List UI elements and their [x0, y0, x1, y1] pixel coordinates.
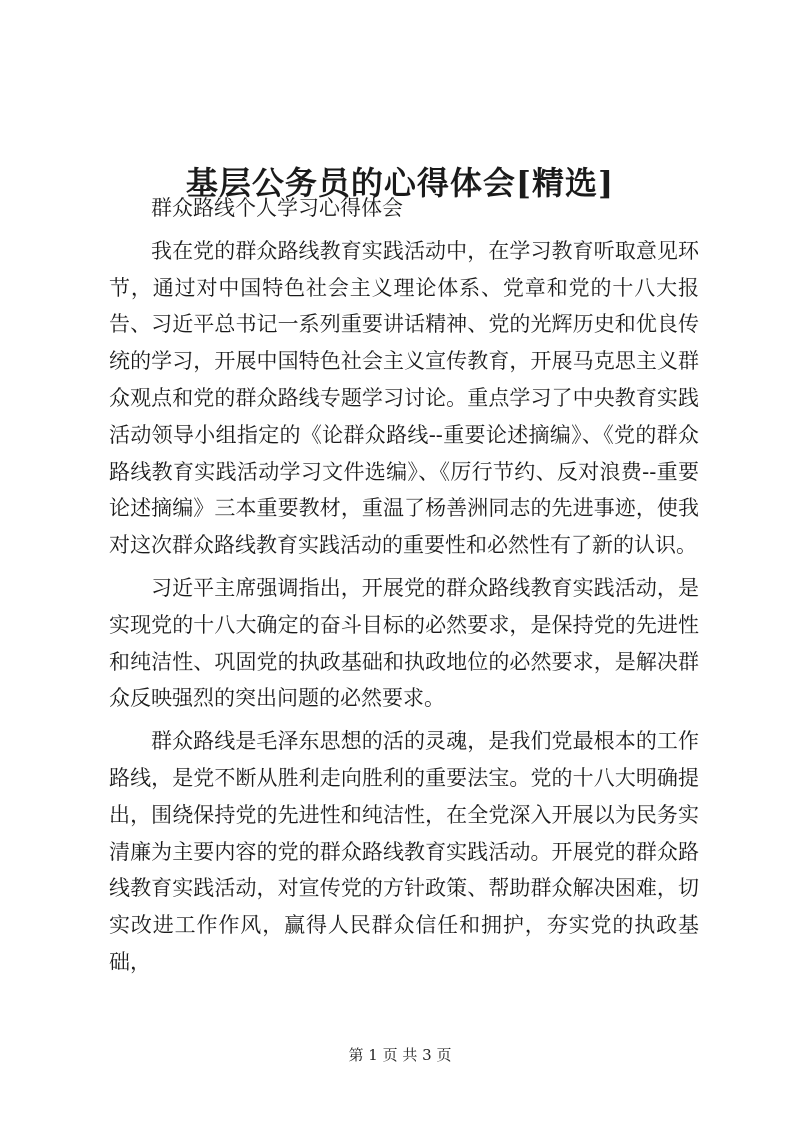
document-title: 基层公务员的心得体会[精选] — [185, 164, 615, 203]
document-body — [109, 190, 699, 981]
paragraph: 习近平主席强调指出，开展党的群众路线教育实践活动，是实现党的十八大确定的奋斗目标的必然要求，是保持党的先进性和纯洁性、巩固党的执政基础和执政地位的必然要求，是解决群众反映强烈的突出问题的必然要求。 — [109, 575, 699, 711]
paragraph: 群众路线是毛泽东思想的活的灵魂，是我们党最根本的工作路线，是党不断从胜利走向胜利的重要法宝。党的十八大明确提出，围绕保持党的先进性和纯洁性，在全党深入开展以为民务实清廉为主要内容的党的群众路线教育实践活动。开展党的群众路线教育实践活动，对宣传党的方针政策、帮助群众解决困难，切实改进工作作风，赢得人民群众信任和拥护，夯实党的执政基础， — [109, 729, 699, 974]
page-number-label: 第 1 页 共 3 页 — [348, 1046, 452, 1064]
page-footer — [0, 1045, 800, 1065]
paragraph: 我在党的群众路线教育实践活动中，在学习教育听取意见环节，通过对中国特色社会主义理论体系、党章和党的十八大报告、习近平总书记一系列重要讲话精神、党的光辉历史和优良传统的学习，开展中国特色社会主义宣传教育，开展马克思主义群众观点和党的群众路线专题学习讨论。重点学习了中央教育实践活动领导小组指定的《论群众路线--重要论述摘编》、《党的群众路线教育实践活动学习文件选编》、《厉行节约、反对浪费--重要论述摘编》三本重要教材，重温了杨善洲同志的先进事迹，使我对这次群众路线教育实践活动的重要性和必然性有了新的认识。 — [109, 238, 699, 558]
document-subtitle: 群众路线个人学习心得体会 — [151, 196, 403, 220]
